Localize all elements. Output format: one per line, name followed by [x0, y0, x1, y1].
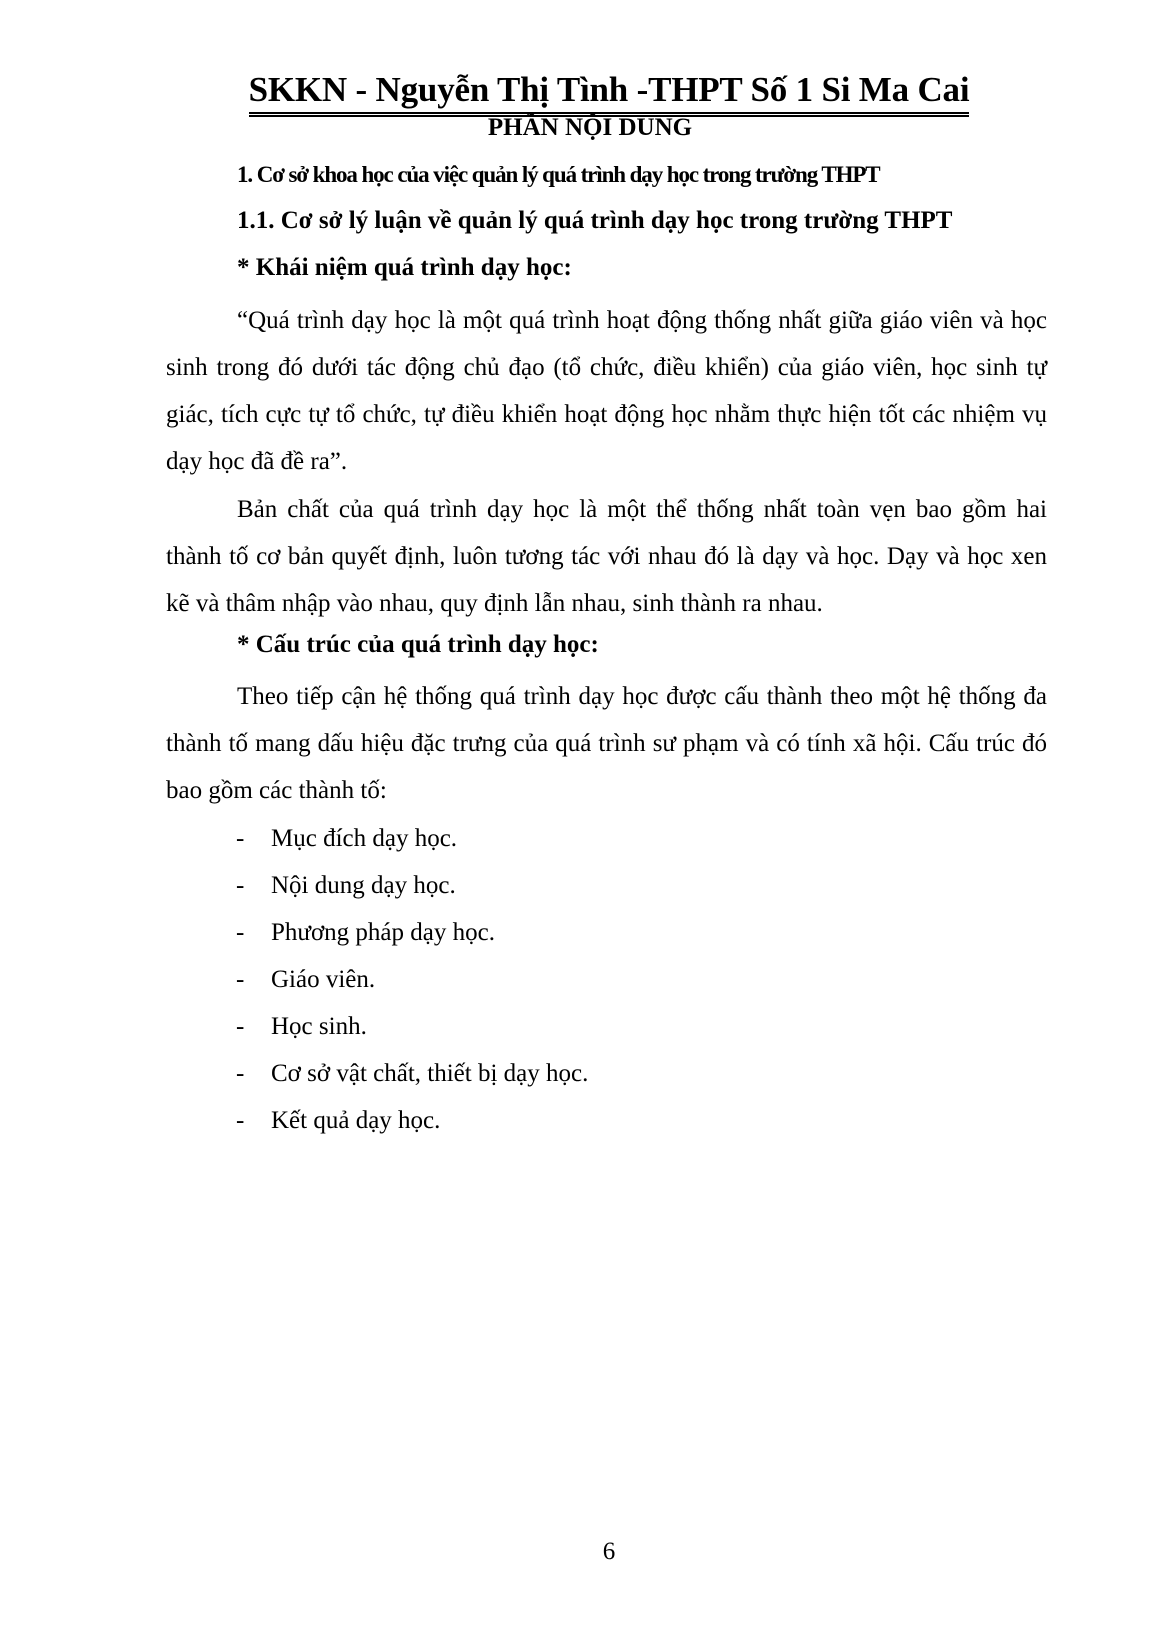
- header-title: SKKN - Nguyễn Thị Tình -THPT Số 1 Si Ma Cai: [249, 70, 970, 117]
- list-item-text: Kết quả dạy học.: [271, 1107, 441, 1134]
- list-item-text: Cơ sở vật chất, thiết bị dạy học.: [271, 1060, 589, 1087]
- components-list: [236, 815, 588, 1144]
- paragraph-nature: Bản chất của quá trình dạy học là một thể thống nhất toàn vẹn bao gồm hai thành tố cơ bản quyết định, luôn tương tác với nhau đó là dạy và học. Dạy và học xen kẽ và thâm nhập vào nhau, quy định lẫn nhau, sinh thành ra nhau.: [166, 496, 1047, 617]
- list-item: [236, 1050, 588, 1097]
- dash-bullet-icon: -: [236, 825, 245, 852]
- heading-1: 1. Cơ sở khoa học của việc quản lý quá trình dạy học trong trường THPT: [237, 162, 880, 187]
- dash-bullet-icon: -: [236, 919, 245, 946]
- page-number: 6: [602, 1538, 616, 1565]
- section-title: PHẦN NỘI DUNG: [487, 114, 693, 141]
- list-item-text: Giáo viên.: [271, 966, 376, 993]
- dash-bullet-icon: -: [236, 1060, 245, 1087]
- dash-bullet-icon: -: [236, 872, 245, 899]
- paragraph-definition: “Quá trình dạy học là một quá trình hoạt động thống nhất giữa giáo viên và học sinh trong đó dưới tác động chủ đạo (tổ chức, điều khiển) của giáo viên, học sinh tự giác, tích cực tự tổ chức, tự điều khiển hoạt động học nhằm thực hiện tốt các nhiệm vụ dạy học đã đề ra”.: [166, 307, 1047, 475]
- dash-bullet-icon: -: [236, 966, 245, 993]
- heading-1-1: 1.1. Cơ sở lý luận về quản lý quá trình dạy học trong trường THPT: [237, 207, 953, 234]
- list-item-text: Nội dung dạy học.: [271, 872, 456, 899]
- paragraph-structure: Theo tiếp cận hệ thống quá trình dạy học được cấu thành theo một hệ thống đa thành tố mang dấu hiệu đặc trưng của quá trình sư phạm và có tính xã hội. Cấu trúc đó bao gồm các thành tố:: [166, 683, 1047, 804]
- list-item: [236, 956, 588, 1003]
- list-item: [236, 909, 588, 956]
- list-item: [236, 862, 588, 909]
- list-item-text: Phương pháp dạy học.: [271, 919, 495, 946]
- document-header: [0, 70, 1158, 117]
- list-item: [236, 815, 588, 862]
- list-item-text: Mục đích dạy học.: [271, 825, 458, 852]
- list-item: [236, 1097, 588, 1144]
- heading-structure: * Cấu trúc của quá trình dạy học:: [237, 631, 599, 658]
- list-item: [236, 1003, 588, 1050]
- dash-bullet-icon: -: [236, 1013, 245, 1040]
- list-item-text: Học sinh.: [271, 1013, 367, 1040]
- dash-bullet-icon: -: [236, 1107, 245, 1134]
- heading-concept: * Khái niệm quá trình dạy học:: [237, 254, 572, 281]
